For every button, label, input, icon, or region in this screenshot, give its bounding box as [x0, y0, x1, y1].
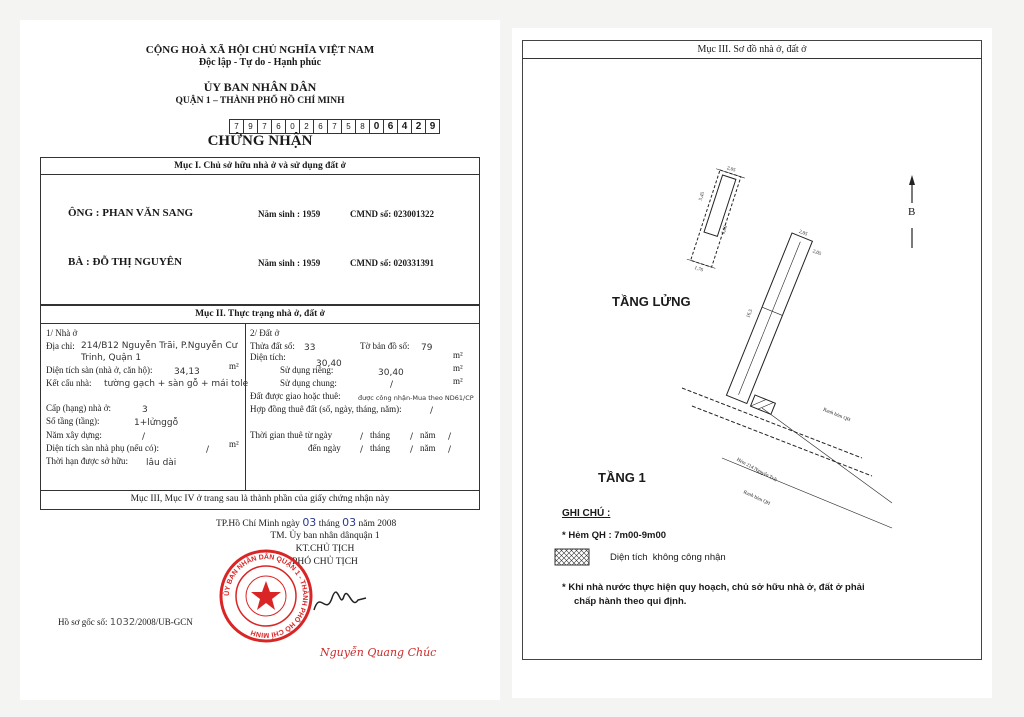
land-heading: 2/ Đất ở [250, 328, 280, 338]
slash: / [360, 445, 364, 455]
month-label: tháng [318, 519, 340, 529]
serial-digit: 7 [229, 119, 244, 134]
official-seal [218, 548, 314, 644]
parcel: 33 [304, 343, 316, 353]
svg-text:2,05: 2,05 [726, 166, 736, 174]
svg-text:6,00: 6,00 [721, 225, 729, 236]
address-line1: 214/B12 Nguyễn Trãi, P.Nguyễn Cư [81, 341, 238, 351]
serial-digit: 2 [299, 119, 314, 134]
slash: / [410, 445, 414, 455]
legend-text [610, 552, 726, 563]
signer-line3: PHÓ CHỦ TỊCH [292, 557, 358, 567]
period-from-label: Thời gian thuê từ ngày [250, 430, 333, 440]
svg-text:1,76: 1,76 [693, 266, 704, 274]
file-no: 1032 [109, 617, 136, 628]
parcel-label: Thửa đất số: [250, 341, 295, 351]
committee: ỦY BAN NHÂN DÂN [203, 80, 317, 94]
signing-date [216, 516, 396, 529]
diagram-page [512, 28, 992, 698]
slash: / [448, 432, 452, 442]
svg-text:2,05: 2,05 [797, 229, 808, 238]
shared-area: / [390, 380, 394, 390]
signing-year: 2008 [377, 519, 397, 529]
hatch-legend-icon [554, 548, 590, 566]
legend-label: Diện tích [610, 552, 648, 563]
ground-floor-label: TẦNG 1 [598, 470, 646, 485]
owner1-name: ÔNG : PHAN VĂN SANG [68, 207, 194, 219]
note-planning-1: * Khi nhà nước thực hiện quy hoạch, chủ sở hữu nhà ở, đất ở phải [562, 582, 865, 593]
section-1-title: Mục I. Chủ sở hữu nhà ở và sử dụng đất ở [174, 161, 346, 171]
allocated: được công nhận-Mua theo ND61/CP [358, 394, 474, 402]
serial-digit: 6 [271, 119, 286, 134]
motto: Độc lập - Tự do - Hạnh phúc [198, 57, 322, 68]
floors-label: Số tầng (tầng): [46, 416, 100, 426]
mezzanine-label: TẦNG LỬNG [612, 294, 691, 309]
file-label: Hồ sơ gốc số: [58, 617, 108, 627]
address-line2: Trinh, Quận 1 [81, 353, 142, 363]
private-label: Sử dụng riêng: [280, 365, 334, 375]
svg-text:16,5: 16,5 [746, 308, 755, 319]
signer-line2: KT.CHỦ TỊCH [295, 544, 355, 554]
area-label: Diện tích: [250, 352, 286, 362]
aux-area-label: Diện tích sàn nhà phụ (nếu có): [46, 443, 159, 453]
country-name: CỘNG HOÀ XÃ HỘI CHỦ NGHĨA VIỆT NAM [145, 44, 375, 56]
year-label: năm [420, 430, 436, 440]
serial-digit: 0 [369, 119, 384, 134]
owner2-id: CMND số: 020331391 [350, 258, 434, 268]
term-label: Thời hạn được sở hữu: [46, 456, 129, 466]
unit-m2: m² [229, 361, 239, 371]
signing-day: 03 [302, 516, 317, 529]
land-area: 30,40 [316, 359, 342, 369]
floor-area-label: Diện tích sàn (nhà ở, căn hộ): [46, 365, 153, 375]
road-label-1: Ranh hẻm QH [822, 407, 851, 424]
unit-m2: m² [229, 439, 239, 449]
continuation-note: Mục III, Mục IV ở trang sau là thành phần của giấy chứng nhận này [130, 494, 390, 504]
signing-month: 03 [342, 516, 357, 529]
north-label: B [908, 206, 916, 218]
address-label: Địa chỉ: [46, 341, 75, 351]
grade-label: Cấp (hạng) nhà ở: [46, 403, 111, 413]
signature [310, 580, 370, 620]
serial-digit: 8 [355, 119, 370, 134]
svg-text:5,45: 5,45 [698, 191, 707, 202]
file-suffix: /2008/UB-GCN [135, 617, 193, 627]
house-heading: 1/ Nhà ở [46, 328, 78, 338]
notes-title: GHI CHÚ : [562, 508, 611, 519]
serial-digit: 6 [383, 119, 398, 134]
serial-digit: 4 [397, 119, 412, 134]
serial-digit: 9 [425, 119, 440, 134]
map-no: 79 [421, 343, 433, 353]
term: lâu dài [146, 458, 177, 468]
serial-digit: 7 [327, 119, 342, 134]
serial-digit: 2 [411, 119, 426, 134]
legend-value: không công nhận [652, 552, 726, 563]
owner2-name: BÀ : ĐỖ THỊ NGUYÊN [68, 256, 183, 268]
year-built: / [142, 432, 146, 442]
map-label: Tờ bản đồ số: [360, 341, 410, 351]
month-label: tháng [370, 443, 390, 453]
shared-label: Sử dụng chung: [280, 378, 337, 388]
file-number [58, 617, 193, 628]
certificate-page [20, 20, 500, 700]
unit-m2: m² [453, 363, 463, 373]
aux-area: / [206, 445, 210, 455]
year-label: năm [358, 519, 375, 529]
structure: tường gạch + sàn gỗ + mái tole [104, 379, 249, 389]
serial-digit: 9 [243, 119, 258, 134]
month-label: tháng [370, 430, 390, 440]
unit-m2: m² [453, 350, 463, 360]
grade: 3 [142, 405, 148, 415]
owner1-birth: Năm sinh : 1959 [258, 209, 321, 219]
year-label: năm [420, 443, 436, 453]
slash: / [360, 432, 364, 442]
serial-number [230, 116, 440, 134]
section-1-box [40, 157, 480, 305]
note-alley: * Hẻm QH : 7m00-9m00 [562, 530, 667, 541]
contract-label: Hợp đồng thuê đất (số, ngày, tháng, năm): [250, 404, 402, 414]
signer-name: Nguyễn Quang Chúc [320, 646, 437, 659]
section-2-title: Mục II. Thực trạng nhà ở, đất ở [195, 309, 325, 319]
serial-digit: 7 [257, 119, 272, 134]
private-area: 30,40 [378, 368, 404, 378]
road-label-2: Hẻm 214 Nguyễn Trãi [735, 457, 778, 484]
structure-label: Kết cấu nhà: [46, 378, 92, 388]
serial-digit: 0 [285, 119, 300, 134]
road-label-3: Ranh hẻm QH [742, 490, 771, 507]
owner2-birth: Năm sinh : 1959 [258, 258, 321, 268]
day-label: ngày [281, 519, 300, 529]
signer-line1: TM. Ủy ban nhân dânquận 1 [270, 531, 380, 541]
contract: / [430, 406, 434, 416]
serial-digit: 5 [341, 119, 356, 134]
svg-text:2,05: 2,05 [811, 249, 822, 258]
note-planning-2: chấp hành theo qui định. [574, 596, 687, 607]
floors: 1+lửnggỗ [134, 418, 179, 428]
owner1-id: CMND số: 023001322 [350, 209, 434, 219]
svg-text:ỦY BAN NHÂN DÂN QUẬN 1 - THÀNH: ỦY BAN NHÂN DÂN QUẬN 1 - THÀNH PHỐ HỒ CHÍ MINH [223, 553, 309, 639]
slash: / [448, 445, 452, 455]
allocated-label: Đất được giao hoặc thuê: [250, 391, 341, 401]
period-to-label: đến ngày [308, 443, 341, 453]
serial-digit: 6 [313, 119, 328, 134]
slash: / [410, 432, 414, 442]
diagram-title: Mục III. Sơ đồ nhà ở, đất ở [697, 44, 807, 55]
district: QUẬN 1 – THÀNH PHỐ HỒ CHÍ MINH [175, 96, 345, 106]
certificate-title: CHỨNG NHẬN [207, 133, 313, 149]
year-label: Năm xây dựng: [46, 430, 102, 440]
unit-m2: m² [453, 376, 463, 386]
signing-place: TP.Hồ Chí Minh [216, 519, 280, 529]
floor-area: 34,13 [174, 367, 200, 377]
